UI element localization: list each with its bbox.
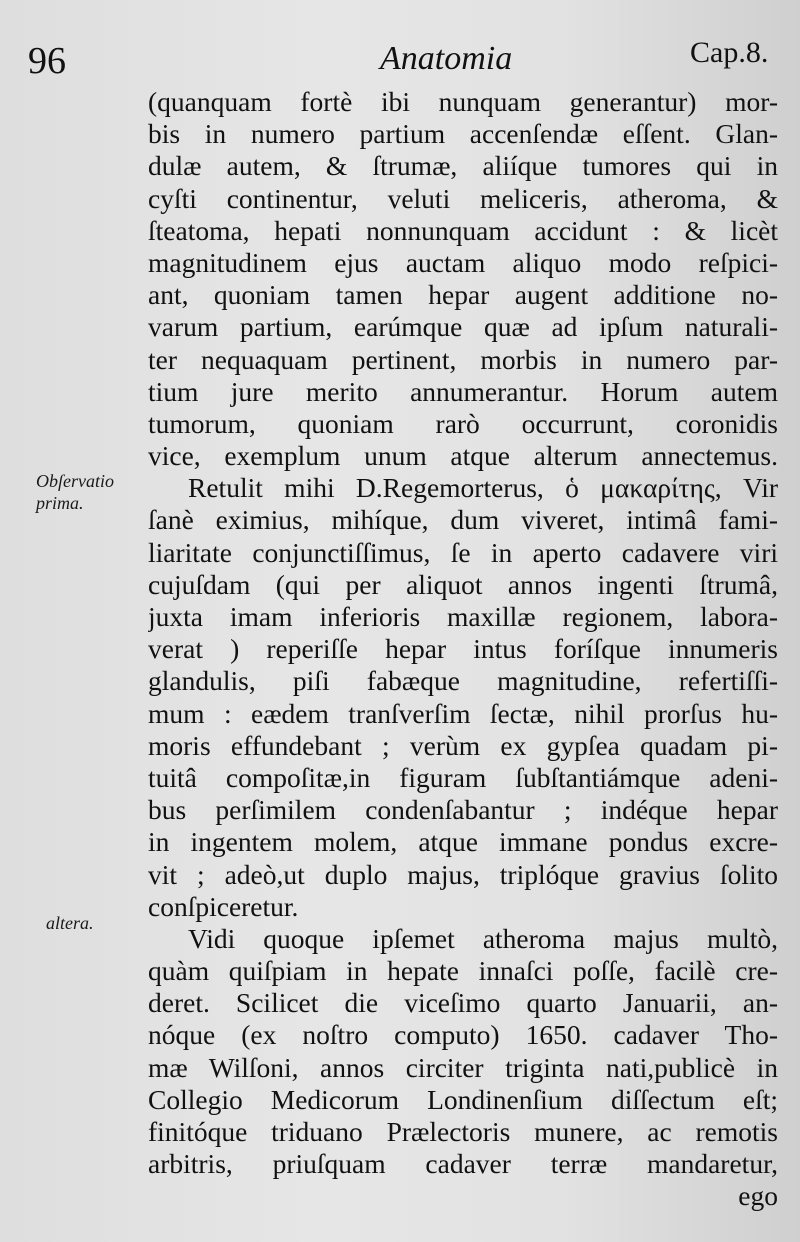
page-header	[0, 20, 800, 80]
margin-note-line: Obſervatio	[36, 471, 114, 491]
text-line: vice, exemplum unum atque alterum annectemus.	[148, 440, 778, 472]
text-line: (quanquam fortè ibi nunquam generantur) mor-	[148, 86, 778, 117]
margin-note-altera: altera.	[46, 913, 94, 933]
running-title: Anatomia	[380, 40, 513, 77]
text-line: deret. Scilicet die viceſimo quarto Januarii, an-	[148, 987, 778, 1019]
text-line: tumorum, quoniam rarò occurrunt, coronidis	[148, 407, 778, 439]
text-line: Vidi quoque ipſemet atheroma majus multò,	[188, 922, 778, 954]
text-line: nóque (ex noſtro computo) 1650. cadaver Tho-	[148, 1019, 778, 1051]
chapter-label: Cap.8.	[690, 36, 769, 69]
text-line: tium jure merito annumerantur. Horum autem	[148, 375, 778, 407]
text-line: dulæ autem, & ſtrumæ, aliíque tumores qui in	[148, 150, 778, 182]
text-line: Retulit mihi D.Regemorterus, ὁ μακαρίτης, Vir	[188, 472, 778, 504]
text-line: juxta imam inferioris maxillæ regionem, labora-	[148, 601, 778, 632]
text-line: magnitudinem ejus auctam aliquo modo reſpici-	[148, 246, 778, 278]
text-line: mum : eædem tranſverſim ſectæ, nihil prorſus hu-	[148, 697, 778, 729]
text-line: glandulis, piſi fabæque magnitudine, refertiſſi-	[148, 665, 778, 697]
text-line: bis in numero partium accenſendæ eſſent. Glan-	[148, 118, 778, 150]
page-number: 96	[28, 40, 66, 82]
text-line: cyſti continentur, veluti meliceris, atheroma, &	[148, 182, 778, 214]
body-text	[148, 86, 778, 1213]
text-line: arbitris, priuſquam cadaver terræ mandaretur,	[148, 1148, 778, 1180]
text-line: ter nequaquam pertinent, morbis in numero par-	[148, 343, 778, 375]
text-line: mæ Wilſoni, annos circiter triginta nati,publicè in	[148, 1051, 778, 1083]
text-line: quàm quiſpiam in hepate innaſci poſſe, facilè cre-	[148, 955, 778, 987]
text-line: in ingentem molem, atque immane pondus excre-	[148, 826, 778, 858]
text-line: Collegio Medicorum Londinenſium diſſectum eſt;	[148, 1083, 778, 1115]
text-line: verat ) reperiſſe hepar intus foríſque innumeris	[148, 633, 778, 665]
text-line: liaritate conjunctiſſimus, ſe in aperto cadavere viri	[148, 536, 778, 568]
margin-note-line: prima.	[36, 493, 84, 513]
text-line: vit ; adeò,ut duplo majus, triplóque gravius ſolito	[148, 858, 778, 890]
text-line: moris effundebant ; verùm ex gypſea quadam pi-	[148, 729, 778, 761]
text-line: conſpiceretur.	[148, 890, 299, 922]
text-line: ſteatoma, hepati nonnunquam accidunt : & licèt	[148, 214, 778, 246]
catchword: ego	[738, 1180, 778, 1212]
text-line: bus perſimilem condenſabantur ; indéque hepar	[148, 794, 778, 826]
text-line: varum partium, earúmque quæ ad ipſum naturali-	[148, 311, 778, 343]
text-line: tuitâ compoſitæ,in figuram ſubſtantiámque adeni-	[148, 761, 778, 793]
text-line: ant, quoniam tamen hepar augent additione no-	[148, 279, 778, 311]
text-line: ſanè eximius, mihíque, dum viveret, intimâ fami-	[148, 504, 778, 536]
text-line: finitóque triduano Prælectoris munere, ac remotis	[148, 1116, 778, 1147]
margin-note-observatio	[36, 470, 114, 514]
text-line: cujuſdam (qui per aliquot annos ingenti ſtrumâ,	[148, 568, 778, 600]
